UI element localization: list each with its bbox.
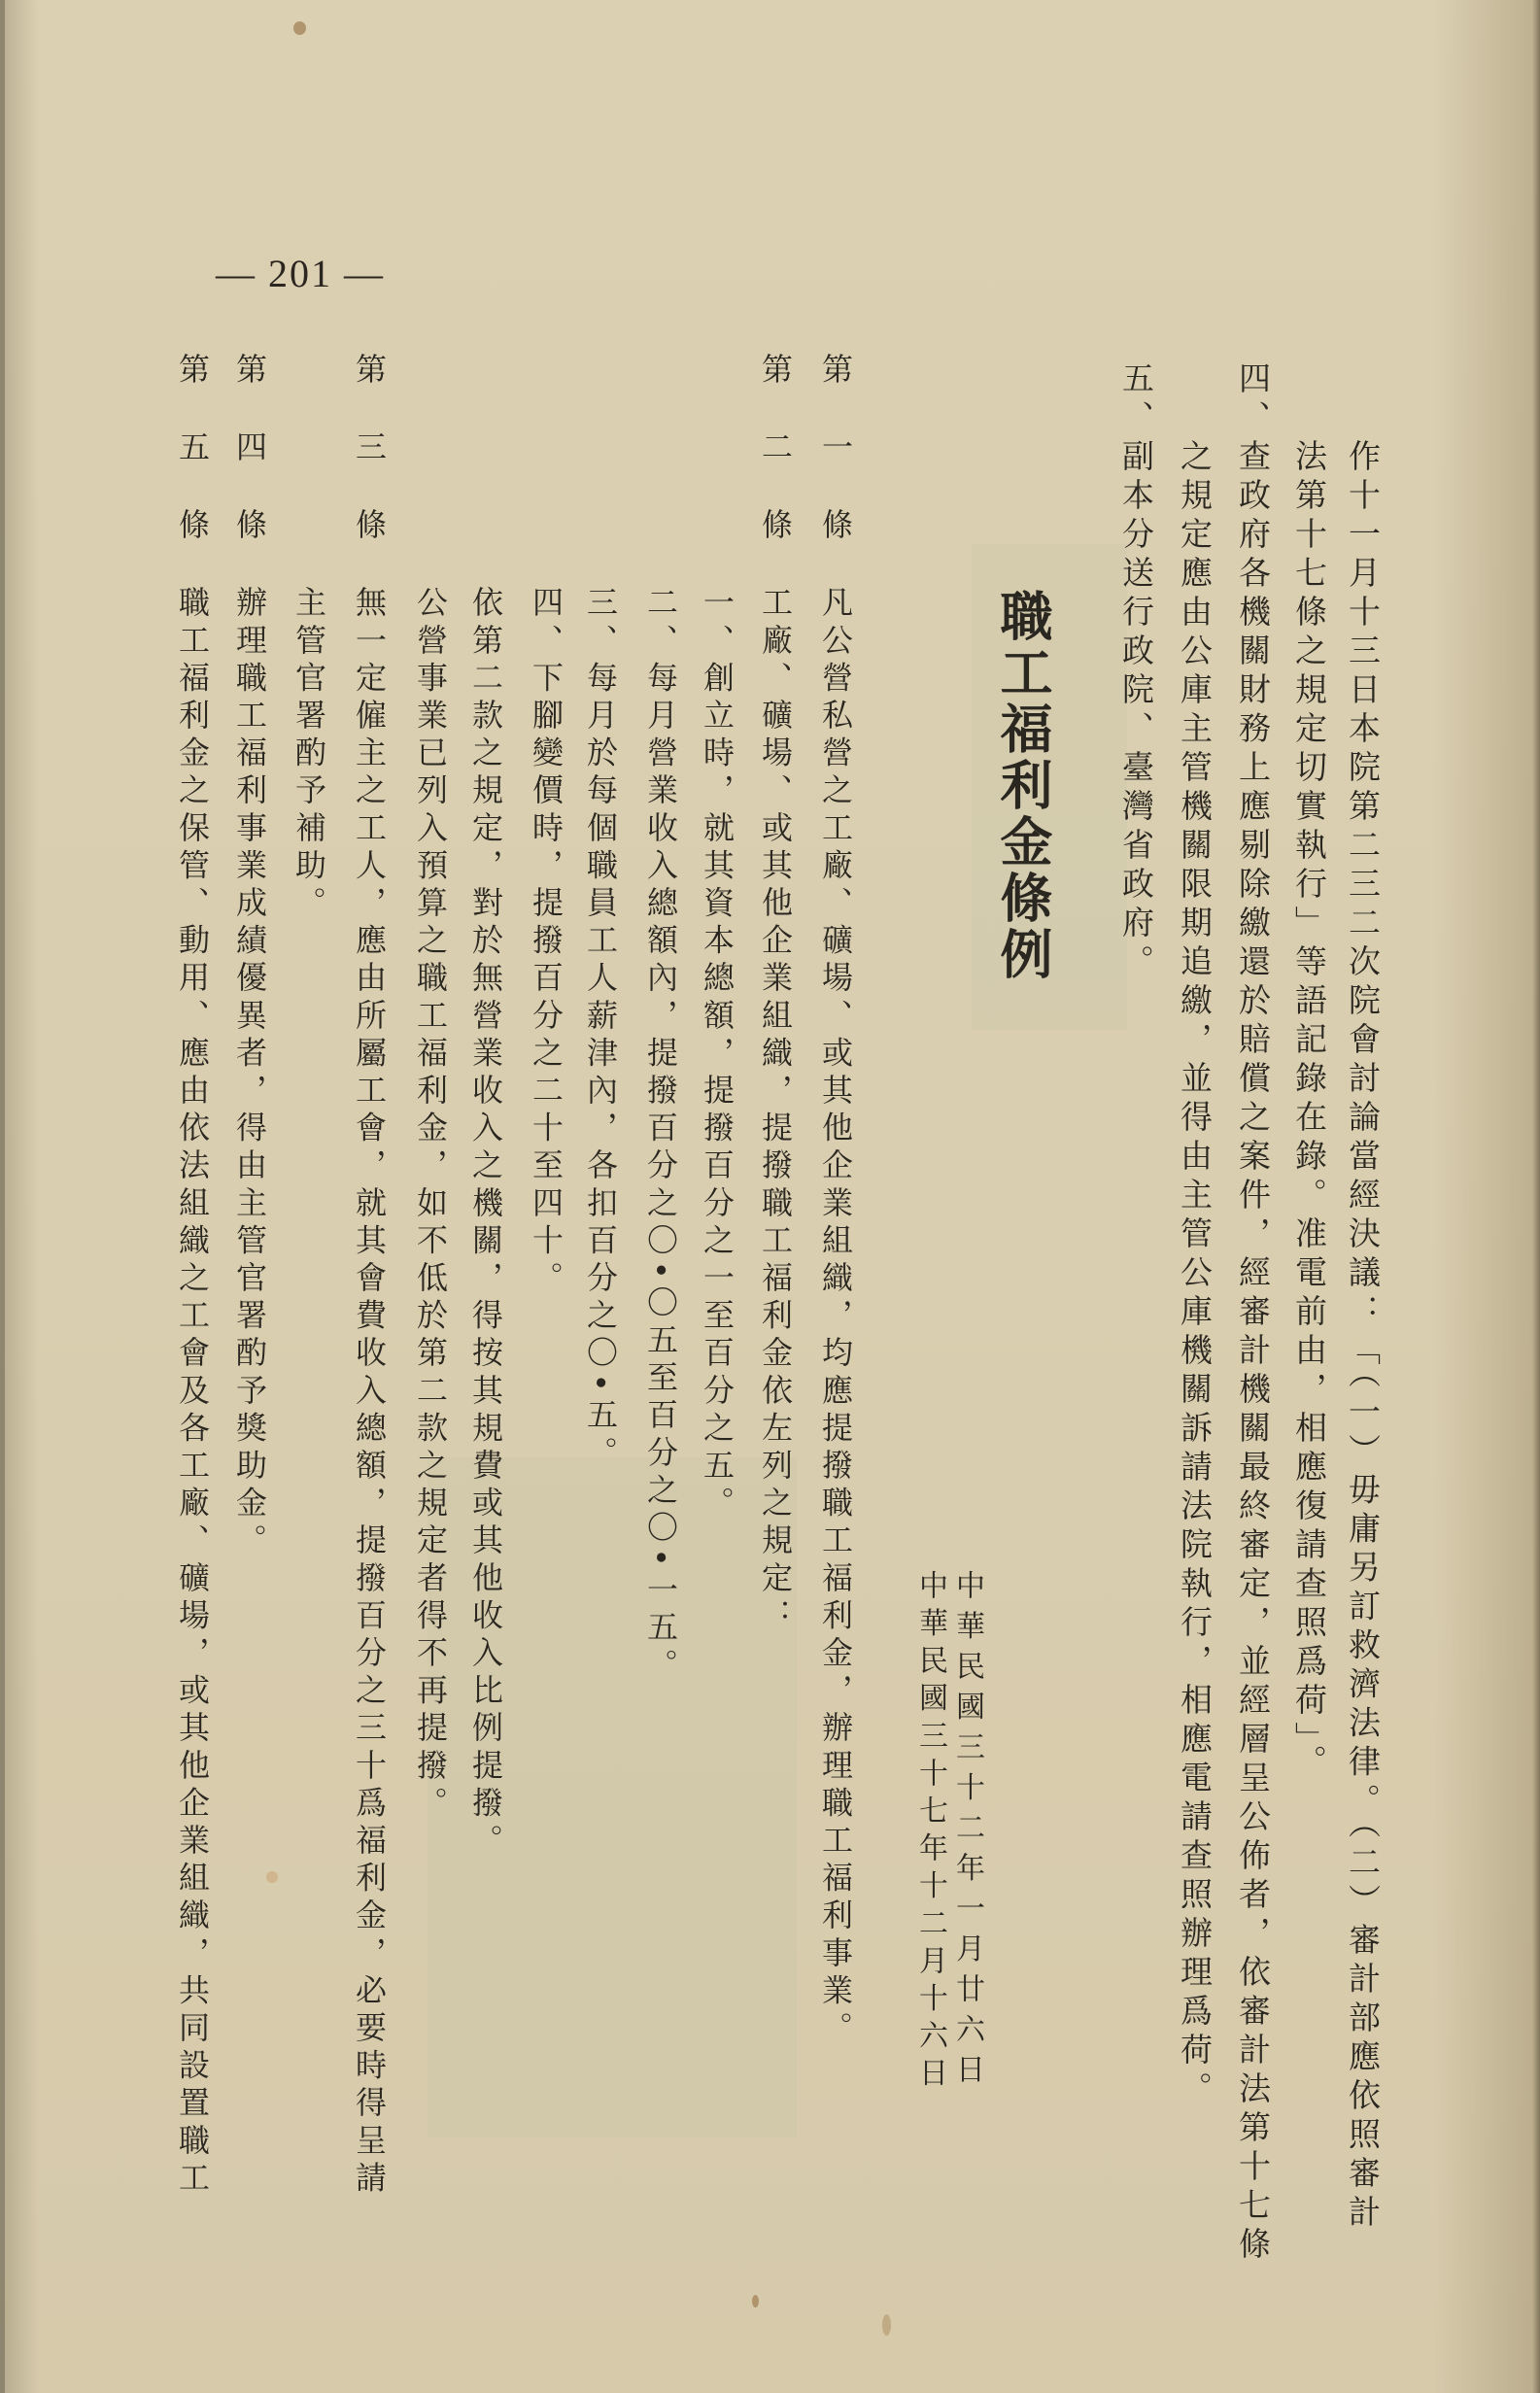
article-item-3: 三、每月於每個職員工人薪津內，各扣百分之〇•五。	[582, 586, 619, 1474]
article-paragraph: 公營事業已列入預算之職工福利金，如不低於第二款之規定者得不再提撥。	[412, 586, 449, 1824]
article-text: 工廠、礦場、或其他企業組織，提撥職工福利金依左列之規定：	[757, 586, 794, 1636]
article-item-2: 二、每月營業收入總額內，提撥百分之〇•〇五至百分之〇•一五。	[642, 586, 679, 1686]
article-text: 凡公營私營之工廠、礦場、或其他企業組織，均應提撥職工福利金，辦理職工福利事業。	[817, 586, 854, 2049]
article-text: 職工福利金之保管、動用、應由依法組織之工會及各工廠、礦場，或其他企業組織，共同設置職工	[174, 586, 211, 2199]
ink-speck	[266, 1871, 278, 1883]
page-edge-shadow-right	[1532, 0, 1540, 2393]
promulgation-date: 中華民國三十二年一月廿六日	[950, 1570, 984, 2095]
ink-speck	[293, 21, 306, 35]
article-label: 第四條	[231, 353, 268, 586]
article-label: 第三條	[351, 353, 388, 586]
ink-speck	[882, 2314, 891, 2336]
ink-speck	[752, 2295, 759, 2308]
article-text: 主管官署酌予補助。	[291, 586, 327, 924]
article-item-1: 一、創立時，就其資本總額，提撥百分之一至百分之五。	[699, 586, 736, 1523]
article-paragraph: 依第二款之規定，對於無營業收入之機關，得按其規費或其他收入比例提撥。	[467, 586, 504, 1862]
article-label: 第二條	[757, 353, 794, 586]
article-item-4: 四、下腳變價時，提撥百分之二十至四十。	[528, 586, 565, 1299]
article-label: 第一條	[817, 353, 854, 586]
article-text: 辦理職工福利事業成績優異者，得由主管官署酌予獎助金。	[231, 586, 268, 1561]
regulation-title: 職工福利金條例	[992, 589, 1054, 983]
numbered-item-4: 四、查政府各機關財務上應剔除繳還於賠償之案件，經審計機關最終審定，並經層呈公佈者，依審計法第十七條	[1234, 361, 1272, 2266]
page-number: — 201 —	[216, 252, 385, 295]
amendment-date: 中華民國三十七年十二月十六日	[913, 1570, 947, 2096]
page-edge-shadow-left	[0, 0, 5, 2393]
text-line: 作十一月十三日本院第二三二次院會討論當經決議：「（一）毋庸另訂救濟法律。（二）審計部應依照審計	[1344, 439, 1382, 2234]
text-line: 之規定應由公庫主管機關限期追繳，並得由主管公庫機關訴請法院執行，相應電請查照辦理爲荷。	[1176, 439, 1214, 2110]
article-label: 第五條	[174, 353, 211, 586]
text-line: 法第十七條之規定切實執行」等語記錄在錄。准電前由，相應復請查照爲荷」。	[1290, 439, 1328, 1784]
numbered-item-5: 五、副本分送行政院、臺灣省政府。	[1117, 361, 1155, 983]
article-text: 無一定僱主之工人，應由所屬工會，就其會費收入總額，提撥百分之三十爲福利金，必要時得呈請	[351, 586, 388, 2199]
